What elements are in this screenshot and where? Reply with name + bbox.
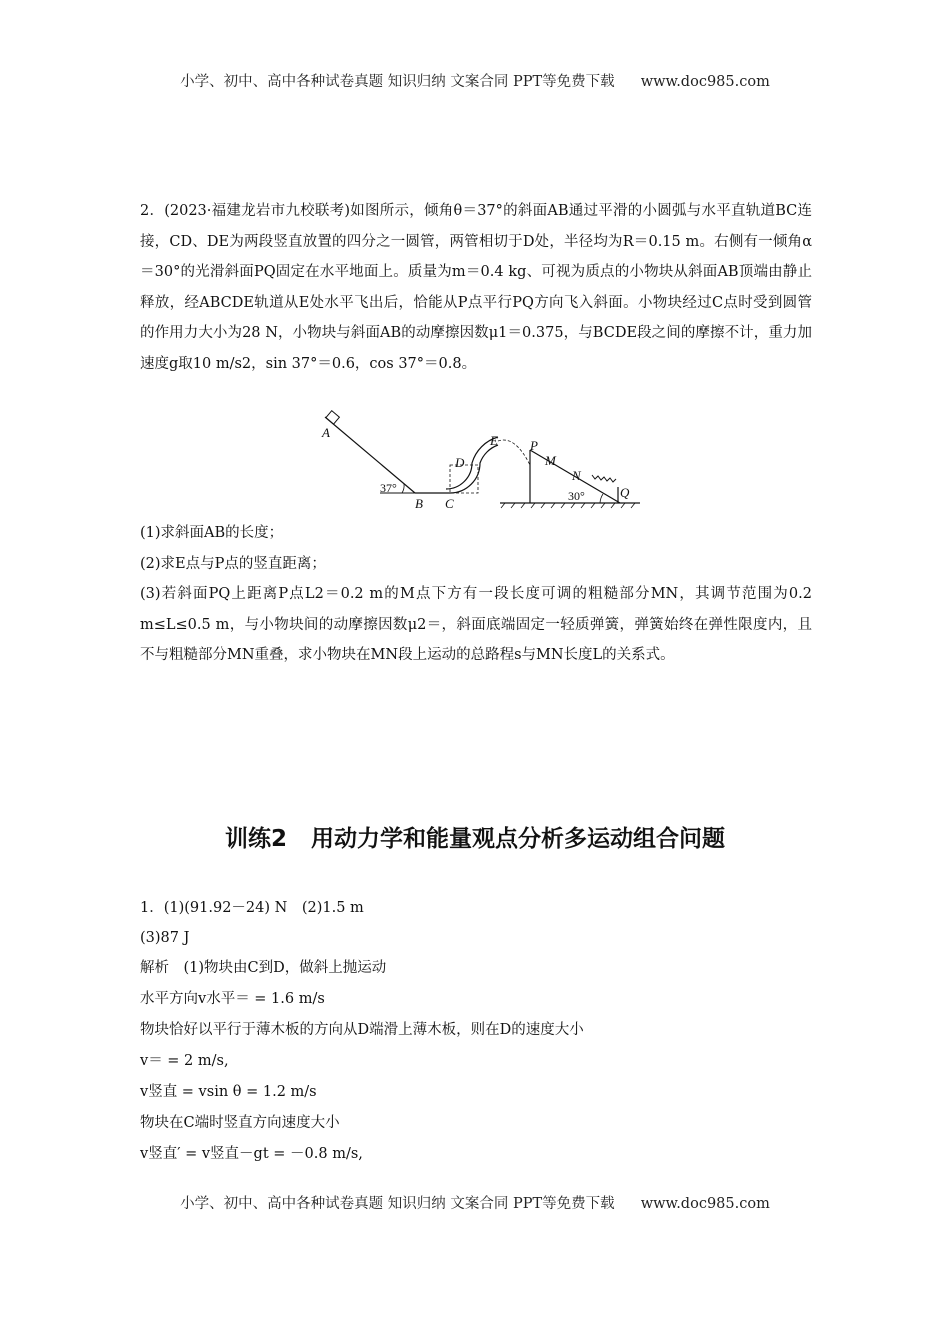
block-a [326, 411, 339, 424]
label-p: P [530, 438, 538, 453]
section-title [0, 820, 950, 853]
angle-arc-30 [600, 494, 603, 503]
solution-line-3: 解析 (1)物块由C到D，做斜上抛运动 [140, 960, 387, 976]
question-3: (3)若斜面PQ上距离P点L2＝0.2 m的M点下方有一段长度可调的粗糙部分MN，其调节范围为0.2 m≤L≤0.5 m，与小物块间的动摩擦因数μ2＝，斜面底端固定一轻质弹簧，弹簧始终在弹性限度内，且不与粗糙部分MN重叠，求小物块在MN段上运动的总路程s与MN长度L的关系式。 [140, 586, 812, 663]
solution-line-7: v竖直 = vsin θ = 1.2 m/s [140, 1084, 317, 1100]
footer-text: 小学、初中、高中各种试卷真题 知识归纳 文案合同 PPT等免费下载 [180, 1196, 615, 1212]
problem-intro: 2．(2023·福建龙岩市九校联考)如图所示，倾角θ＝37°的斜面AB通过平滑的小圆弧与水平直轨道BC连接，CD、DE为两段竖直放置的四分之一圆管，两管相切于D处，半径均为R＝0.15 m。右侧有一倾角α＝30°的光滑斜面PQ固定在水平地面上。质量为m＝0.4 kg、可视为质点的小物块从斜面AB顶端由静止释放，经ABCDE轨道从E处水平飞出后，恰能从P点平行PQ方向飞入斜面。小物块经过C点时受到圆管的作用力大小为28 N，小物块与斜面AB的动摩擦因数μ1＝0.375，与BCDE段之间的摩擦不计，重力加速度g取10 m/s2，sin 37°＝0.6，cos 37°＝0.8。 [140, 203, 812, 372]
spring [592, 475, 616, 482]
incline-ab [325, 417, 415, 493]
physics-figure [300, 405, 660, 515]
angle-arc-37 [402, 484, 404, 493]
label-c: C [445, 496, 454, 511]
page-header [0, 70, 950, 91]
label-angle-30: 30° [568, 489, 585, 503]
solution-line-4: 水平方向v水平＝ = 1.6 m/s [140, 991, 325, 1007]
label-e: E [490, 433, 498, 448]
section-title-part1: 训练2 [224, 826, 287, 852]
question-2: (2)求E点与P点的竖直距离； [140, 556, 326, 572]
label-angle-37: 37° [380, 481, 397, 495]
page-footer [0, 1192, 950, 1213]
label-n: N [572, 468, 581, 483]
label-a: A [322, 425, 330, 440]
solution-line-1: 1．(1)(91.92－24) N (2)1.5 m [140, 900, 364, 916]
solution-line-2: (3)87 J [140, 930, 190, 946]
footer-url[interactable]: www.doc985.com [640, 1196, 770, 1212]
label-q: Q [620, 485, 630, 500]
solution-line-9: v竖直′ = v竖直－gt = －0.8 m/s, [140, 1146, 363, 1162]
solution-line-5: 物块恰好以平行于薄木板的方向从D端滑上薄木板，则在D的速度大小 [140, 1022, 584, 1038]
trajectory [498, 440, 530, 465]
header-text: 小学、初中、高中各种试卷真题 知识归纳 文案合同 PPT等免费下载 [180, 74, 615, 90]
label-d: D [455, 455, 465, 470]
solution-line-8: 物块在C端时竖直方向速度大小 [140, 1115, 340, 1131]
solution-line-6: v＝ = 2 m/s, [140, 1053, 229, 1069]
question-1: (1)求斜面AB的长度； [140, 525, 284, 541]
label-m: M [545, 453, 556, 468]
ground-hatch [501, 503, 635, 508]
header-url[interactable]: www.doc985.com [640, 74, 770, 90]
section-title-part2: 用动力学和能量观点分析多运动组合问题 [311, 826, 725, 852]
label-b: B [415, 496, 423, 511]
